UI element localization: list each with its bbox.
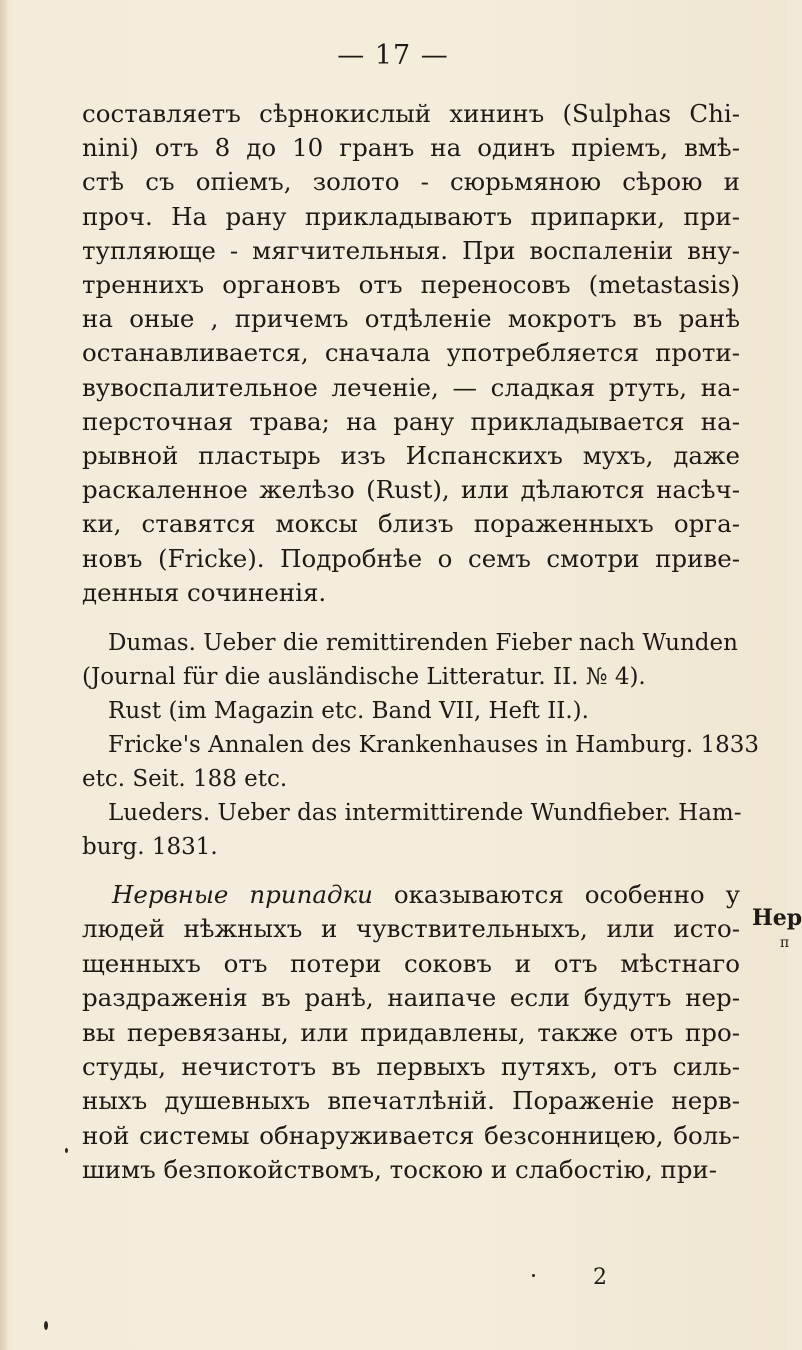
paragraph-fever-treatment xyxy=(82,97,740,610)
text-line: составляетъ сѣрнокислый хининъ (Sulphas Chi- xyxy=(82,99,740,128)
text-line: стѣ съ опiемъ, золото - сюрьмяною сѣрою и xyxy=(82,167,740,197)
paragraph-first-line xyxy=(82,878,740,912)
text-line: шимъ безпокойствомъ, тоскою и слабостiю, при- xyxy=(82,1155,718,1185)
text-line: ки, ставятся моксы близъ пораженныхъ орга- xyxy=(82,509,740,539)
text-line: щенныхъ отъ потери соковъ и отъ мѣстнаго xyxy=(82,948,740,978)
text-line: раздраженiя въ ранѣ, наипаче если будутъ нер- xyxy=(82,983,740,1013)
reference-line: Dumas. Ueber die remittirenden Fieber nach Wunden xyxy=(108,630,738,657)
text-line: персточная трава; на рану прикладывается на- xyxy=(82,406,740,436)
reference-line: Rust (im Magazin etc. Band VII, Heft II.). xyxy=(108,698,589,725)
margin-note: Нер xyxy=(752,905,802,931)
reference-line: etc. Seit. 188 etc. xyxy=(82,766,288,793)
text-line: студы, нечистотъ въ первыхъ путяхъ, отъ силь- xyxy=(82,1052,740,1082)
text-line: останавливается, сначала употребляется проти- xyxy=(82,338,740,368)
text-line: треннихъ органовъ отъ переносовъ (metastasis) xyxy=(82,270,740,300)
reference-line: Fricke's Annalen des Krankenhauses in Hamburg. 1833 xyxy=(108,732,760,759)
ink-speck xyxy=(44,1321,48,1330)
text-line: вувоспалительное леченiе, — сладкая ртуть, на- xyxy=(82,372,740,402)
reference-line: burg. 1831. xyxy=(82,834,218,861)
page-binding-edge xyxy=(0,0,8,1350)
reference-line: Lueders. Ueber das intermittirende Wundfieber. Ham- xyxy=(108,800,742,827)
text-line: тупляюще - мягчительныя. При воспаленiи вну- xyxy=(82,235,740,265)
text-line: ной системы обнаруживается безсонницею, боль- xyxy=(82,1120,740,1150)
references-list xyxy=(82,626,760,864)
text-line: людей нѣжныхъ и чувствительныхъ, или исто- xyxy=(82,914,740,944)
text-line: вы перевязаны, или придавлены, также отъ про- xyxy=(82,1017,740,1047)
reference-line: (Journal für die ausländische Litteratur. II. № 4). xyxy=(82,664,646,691)
text-line: раскаленное желѣзо (Rust), или дѣлаются насѣч- xyxy=(82,475,740,505)
text-line: на оные , причемъ отдѣленiе мокротъ въ ранѣ xyxy=(82,304,740,334)
first-line-rest: оказываются особенно у xyxy=(372,880,740,910)
ink-speck xyxy=(65,1148,68,1153)
paragraph-nervous-symptoms xyxy=(82,878,740,1188)
signature-mark: 2 xyxy=(593,1265,607,1290)
text-line: новъ (Fricke). Подробнѣе о семъ смотри приве- xyxy=(82,543,740,573)
text-line: nini) отъ 8 до 10 гранъ на одинъ прiемъ, вмѣ- xyxy=(82,133,740,163)
text-line: проч. На рану прикладываютъ припарки, при- xyxy=(82,201,740,231)
ink-speck xyxy=(532,1274,535,1277)
body-text xyxy=(82,97,760,1188)
italic-heading: Нервные припадки xyxy=(112,880,373,910)
margin-note-small: п xyxy=(780,935,790,951)
text-line: рывной пластырь изъ Испанскихъ мухъ, даже xyxy=(82,441,740,471)
text-line: ныхъ душевныхъ впечатлѣнiй. Пораженiе нерв- xyxy=(82,1086,740,1116)
page-number-header: — 17 — xyxy=(337,40,449,71)
text-line: денныя сочиненiя. xyxy=(82,577,327,607)
